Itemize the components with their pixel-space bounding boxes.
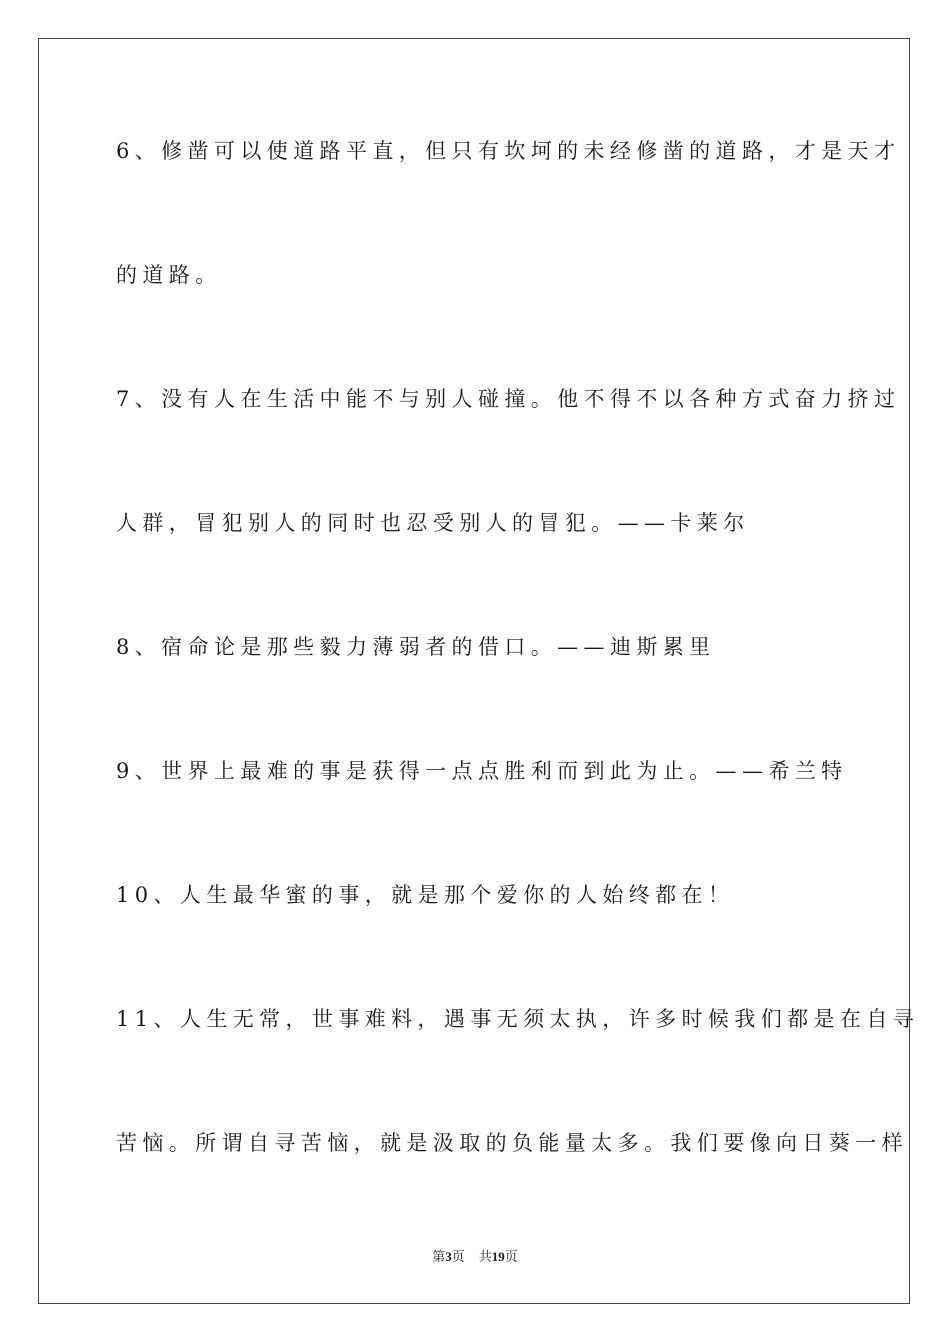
text-line-2: 的道路。 xyxy=(116,263,222,287)
text-line-5: 8、宿命论是那些毅力薄弱者的借口。——迪斯累里 xyxy=(116,635,716,659)
page-border xyxy=(38,38,910,1304)
text-line-9: 苦恼。所谓自寻苦恼，就是汲取的负能量太多。我们要像向日葵一样 xyxy=(116,1131,908,1155)
text-line-1: 6、修凿可以使道路平直，但只有坎坷的未经修凿的道路，才是天才 xyxy=(116,139,901,163)
page-prefix: 第 xyxy=(432,1249,446,1264)
text-line-8: 11、人生无常，世事难料，遇事无须太执，许多时候我们都是在自寻 xyxy=(116,1007,920,1031)
page-suffix: 页 xyxy=(451,1249,465,1264)
text-line-4: 人群，冒犯别人的同时也忍受别人的冒犯。——卡莱尔 xyxy=(116,511,750,535)
page-footer xyxy=(0,1246,950,1265)
page-number: 3 xyxy=(445,1249,452,1264)
text-line-7: 10、人生最华蜜的事，就是那个爱你的人始终都在！ xyxy=(116,883,735,907)
total-prefix: 共 xyxy=(478,1249,492,1264)
text-line-3: 7、没有人在生活中能不与别人碰撞。他不得不以各种方式奋力挤过 xyxy=(116,387,901,411)
total-pages: 19 xyxy=(491,1249,505,1264)
text-line-6: 9、世界上最难的事是获得一点点胜利而到此为止。——希兰特 xyxy=(116,759,848,783)
total-suffix: 页 xyxy=(504,1249,518,1264)
